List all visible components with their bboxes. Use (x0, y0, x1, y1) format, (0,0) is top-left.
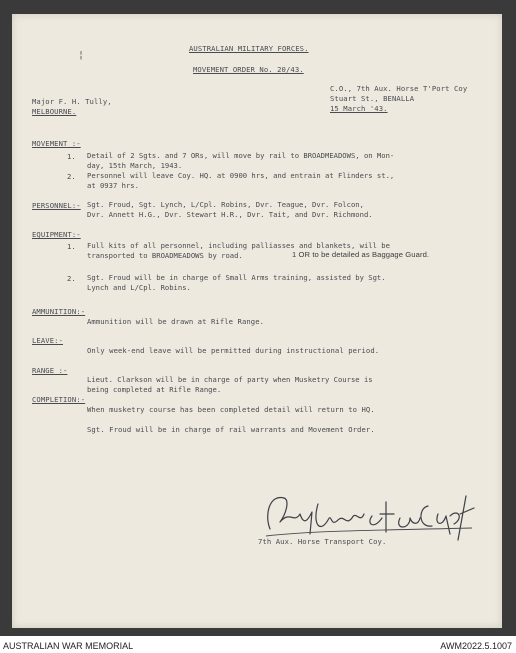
from-line-2: Stuart St., BENALLA (330, 94, 415, 103)
addressee-location: MELBOURNE. (32, 107, 77, 116)
movement-item-1 (87, 151, 394, 171)
document-sheet (12, 14, 502, 628)
document-org-heading: AUSTRALIAN MILITARY FORCES. (189, 44, 309, 53)
addressee-name: Major F. H. Tully, (32, 97, 112, 106)
range-text (87, 375, 373, 395)
section-heading-leave: LEAVE:- (32, 336, 63, 345)
typed-insert-baggage-guard: 1 OR to be detailed as Baggage Guard. (292, 250, 430, 259)
text-line: Dvr. Annett H.G., Dvr. Stewart H.R., Dvr. Tait, and Dvr. Richmond. (87, 210, 373, 219)
text-line: Personnel will leave Coy. HQ. at 0900 hrs, and entrain at Flinders st., (87, 171, 395, 180)
movement-item-1-num: 1. (67, 152, 76, 161)
equipment-item-2 (87, 273, 386, 293)
pencil-mark: ¦ (78, 50, 85, 61)
text-line: Lieut. Clarkson will be in charge of party when Musketry Course is (87, 375, 373, 384)
section-heading-movement: MOVEMENT :- (32, 139, 81, 148)
text-line: at 0937 hrs. (87, 181, 139, 190)
order-number: MOVEMENT ORDER No. 20/43. (193, 65, 304, 74)
section-heading-range: RANGE :- (32, 366, 68, 375)
text-line: Detail of 2 Sgts. and 7 ORs, will move by rail to BROADMEADOWS, on Mon- (87, 151, 395, 160)
signature-unit: 7th Aux. Horse Transport Coy. (258, 537, 387, 546)
completion-text: When musketry course has been completed detail will return to HQ. (87, 405, 375, 414)
text-line: being completed at Rifle Range. (87, 385, 222, 394)
equipment-item-2-num: 2. (67, 274, 76, 283)
personnel-list (87, 200, 373, 220)
text-line: transported to BROADMEADOWS by road. (87, 251, 243, 260)
institution-caption: AUSTRALIAN WAR MEMORIAL (3, 641, 134, 651)
text-line: Sgt. Froud, Sgt. Lynch, L/Cpl. Robins, Dvr. Teague, Dvr. Folcon, (87, 200, 364, 209)
equipment-item-1-num: 1. (67, 242, 76, 251)
text-line: day, 15th March, 1943. (87, 161, 183, 170)
movement-item-2 (87, 171, 394, 191)
section-heading-ammunition: AMMUNITION:- (32, 307, 86, 316)
completion-extra: Sgt. Froud will be in charge of rail warrants and Movement Order. (87, 425, 375, 434)
section-heading-personnel: PERSONNEL:- (32, 201, 81, 210)
section-heading-completion: COMPLETION:- (32, 395, 86, 404)
ammunition-text: Ammunition will be drawn at Rifle Range. (87, 317, 265, 326)
accession-number: AWM2022.5.1007 (440, 641, 512, 651)
text-line: Lynch and L/Cpl. Robins. (87, 283, 191, 292)
document-date: 15 March '43. (330, 104, 388, 113)
text-line: Sgt. Froud will be in charge of Small Arms training, assisted by Sgt. (87, 273, 386, 282)
text-line: Full kits of all personnel, including palliasses and blankets, will be (87, 241, 390, 250)
movement-item-2-num: 2. (67, 172, 76, 181)
from-line-1: C.O., 7th Aux. Horse T'Port Coy (330, 84, 468, 93)
section-heading-equipment: EQUIPMENT:- (32, 230, 81, 239)
leave-text: Only week-end leave will be permitted during instructional period. (87, 346, 380, 355)
